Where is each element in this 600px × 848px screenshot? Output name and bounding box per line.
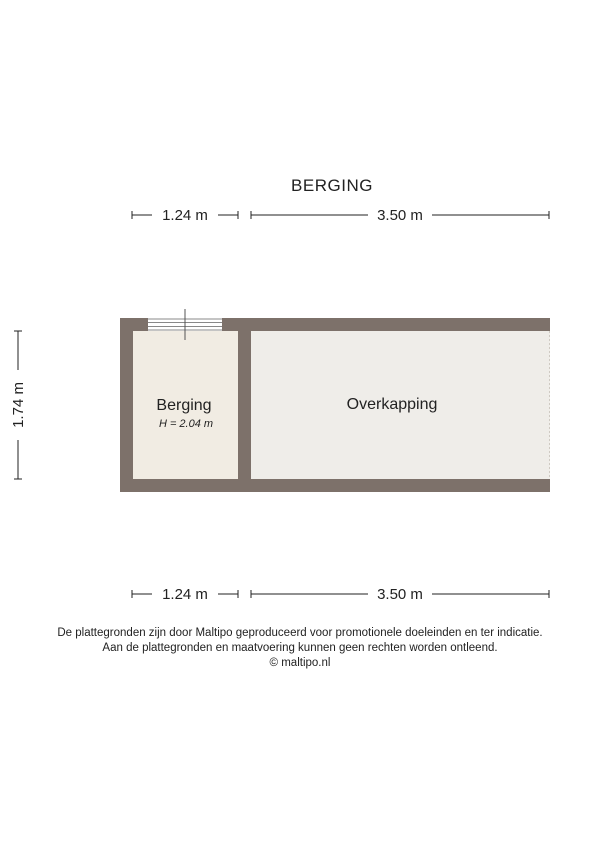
dimension-top (132, 207, 549, 224)
plan-title: BERGING (291, 176, 373, 195)
dimension-height-label: 1.74 m (10, 382, 27, 428)
room-height-berging: H = 2.04 m (158, 418, 214, 430)
copyright: © maltipo.nl (269, 657, 331, 669)
dimension-bottom-left-label: 1.24 m (162, 586, 208, 603)
dimension-bottom-right-label: 3.50 m (377, 586, 423, 603)
dimension-left (10, 331, 27, 479)
dimension-top-left-label: 1.24 m (162, 207, 208, 224)
disclaimer (0, 626, 600, 671)
dimension-top-right-label: 3.50 m (377, 207, 423, 224)
room-label-berging: Berging (156, 397, 212, 414)
disclaimer-line-2: Aan de plattegronden en maatvoering kunnen geen rechten worden ontleend. (102, 642, 498, 654)
disclaimer-line-1: De plattegronden zijn door Maltipo geproduceerd voor promotionele doeleinden en ter indicatie. (57, 627, 543, 639)
dimension-bottom (132, 586, 549, 603)
room-label-overkapping: Overkapping (346, 396, 438, 413)
